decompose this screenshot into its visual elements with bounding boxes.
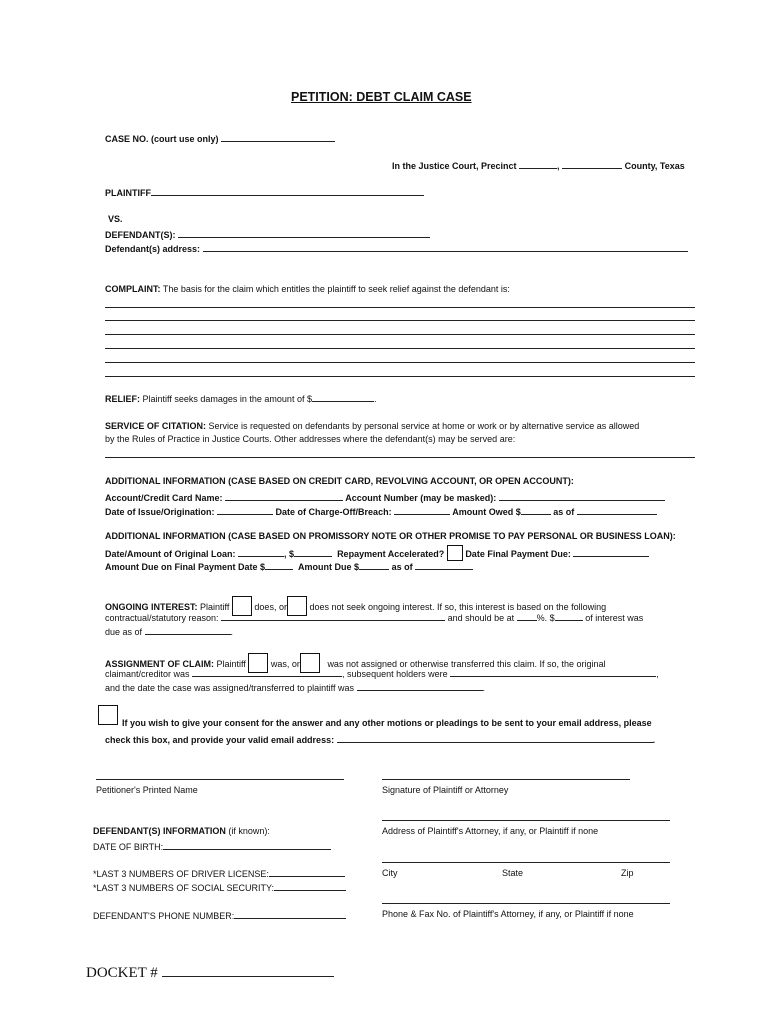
- ssn-row: [93, 881, 346, 894]
- interest-label: ONGOING INTEREST:: [105, 602, 198, 612]
- city-state-zip-line[interactable]: [382, 862, 670, 863]
- dob-field[interactable]: [163, 840, 331, 850]
- assignment-plaintiff-text: Plaintiff: [216, 659, 246, 669]
- defendant-address-label: Defendant(s) address:: [105, 244, 201, 254]
- defendant-field[interactable]: [178, 228, 430, 238]
- account-number-label: Account Number (may be masked):: [345, 493, 497, 503]
- assignment-row-2: claimant/creditor was , subsequent holders were ,: [105, 669, 659, 679]
- chargeoff-label: Date of Charge-Off/Breach:: [275, 507, 392, 517]
- interest-plaintiff-text: Plaintiff: [200, 602, 230, 612]
- final-payment-field[interactable]: [573, 547, 649, 557]
- final-payment-label: Date Final Payment Due:: [465, 549, 571, 559]
- license-label: *LAST 3 NUMBERS OF DRIVER LICENSE:: [93, 869, 269, 879]
- amount-due-label: Amount Due $: [298, 562, 360, 572]
- case-no-field[interactable]: [221, 132, 335, 142]
- complaint-row: [105, 284, 510, 295]
- court-precinct-label: In the Justice Court, Precinct: [392, 161, 517, 171]
- phone-row: [93, 909, 346, 922]
- license-field[interactable]: [269, 867, 345, 877]
- defendant-row: [105, 228, 430, 241]
- dob-label: DATE OF BIRTH:: [93, 842, 164, 852]
- subsequent-holders-label: , subsequent holders were: [342, 669, 448, 679]
- consent-row-2: check this box, and provide your valid email address: .: [105, 735, 656, 745]
- docket-field[interactable]: [162, 963, 334, 977]
- attorney-phone-label: Phone & Fax No. of Plaintiff's Attorney, if any, or Plaintiff if none: [382, 909, 634, 919]
- credit-heading: ADDITIONAL INFORMATION (CASE BASED ON CREDIT CARD, REVOLVING ACCOUNT, OR OPEN ACCOUNT):: [105, 476, 574, 486]
- state-label: State: [502, 868, 524, 878]
- credit-row-1: [105, 491, 665, 504]
- interest-should-be-text: and should be at: [447, 613, 515, 623]
- city-label: City: [382, 868, 398, 878]
- consent-text-2: check this box, and provide your valid email address:: [105, 735, 335, 745]
- loan-amount-field[interactable]: [294, 547, 332, 557]
- date-assigned-field[interactable]: [357, 681, 483, 691]
- license-row: [93, 867, 345, 880]
- service-text-1: Service is requested on defendants by personal service at home or work or by alternative service as allowed: [208, 421, 640, 431]
- claimant-field[interactable]: [192, 667, 342, 677]
- printed-name-line[interactable]: [96, 779, 344, 780]
- ssn-label: *LAST 3 NUMBERS OF SOCIAL SECURITY:: [93, 883, 275, 893]
- plaintiff-row: [105, 186, 424, 199]
- page-title: PETITION: DEBT CLAIM CASE: [291, 90, 472, 104]
- credit-row-2: [105, 505, 657, 518]
- phone-field[interactable]: [234, 909, 346, 919]
- interest-does-or-text: does, or: [254, 602, 287, 612]
- docket-label: DOCKET #: [86, 965, 158, 981]
- service-label: SERVICE OF CITATION:: [105, 421, 207, 431]
- account-name-label: Account/Credit Card Name:: [105, 493, 223, 503]
- chargeoff-field[interactable]: [394, 505, 450, 515]
- credit-as-of-label: as of: [553, 507, 575, 517]
- note-as-of-label: as of: [391, 562, 413, 572]
- amount-due-field[interactable]: [359, 560, 389, 570]
- relief-row: RELIEF: Plaintiff seeks damages in the amount of $ .: [105, 394, 377, 404]
- assignment-label: ASSIGNMENT OF CLAIM:: [105, 659, 214, 669]
- final-amount-due-label: Amount Due on Final Payment Date $: [105, 562, 266, 572]
- if-known-text: (if known):: [228, 826, 270, 836]
- note-heading: ADDITIONAL INFORMATION (CASE BASED ON PROMISSORY NOTE OR OTHER PROMISE TO PAY PERSONAL OR BUSINESS LOAN):: [105, 531, 676, 541]
- interest-pct-text: %. $: [536, 613, 555, 623]
- assignment-not-assigned-text: was not assigned or otherwise transferred this claim. If so, the original: [327, 659, 606, 669]
- complaint-line[interactable]: [105, 334, 695, 335]
- defendant-info-row: [93, 826, 270, 837]
- complaint-line[interactable]: [105, 362, 695, 363]
- service-text-2: by the Rules of Practice in Justice Courts. Other addresses where the defendant(s) may be served are:: [105, 434, 516, 444]
- amount-owed-label: Amount Owed $: [452, 507, 521, 517]
- printed-name-label: Petitioner's Printed Name: [96, 785, 198, 795]
- relief-amount-field[interactable]: [312, 392, 374, 402]
- complaint-line[interactable]: [105, 348, 695, 349]
- complaint-line[interactable]: [105, 376, 695, 377]
- note-row-2: [105, 560, 473, 573]
- final-amount-due-field[interactable]: [265, 560, 293, 570]
- attorney-phone-line[interactable]: [382, 903, 670, 904]
- interest-reason-label: contractual/statutory reason:: [105, 613, 219, 623]
- assignment-row-3: and the date the case was assigned/transferred to plaintiff was .: [105, 683, 486, 693]
- docket-row: [86, 963, 334, 982]
- date-issue-field[interactable]: [217, 505, 273, 515]
- interest-rate-field[interactable]: [517, 611, 537, 621]
- interest-due-label: due as of: [105, 627, 143, 637]
- date-issue-label: Date of Issue/Origination:: [105, 507, 215, 517]
- accelerated-checkbox[interactable]: [447, 545, 463, 561]
- attorney-address-label: Address of Plaintiff's Attorney, if any, or Plaintiff if none: [382, 826, 599, 836]
- email-consent-checkbox[interactable]: [98, 705, 118, 725]
- account-name-field[interactable]: [225, 491, 343, 501]
- service-address-line[interactable]: [105, 457, 695, 458]
- note-row-1: Date/Amount of Original Loan: , $ Repayment Accelerated? Date Final Payment Due:: [105, 545, 649, 561]
- relief-text: Plaintiff seeks damages in the amount of $: [142, 394, 312, 404]
- account-number-field[interactable]: [499, 491, 665, 501]
- dob-row: [93, 840, 331, 853]
- complaint-label: COMPLAINT:: [105, 284, 161, 294]
- loan-date-field[interactable]: [238, 547, 284, 557]
- subsequent-holders-field[interactable]: [450, 667, 656, 677]
- interest-does-not-text: does not seek ongoing interest. If so, this interest is based on the following: [309, 602, 607, 612]
- loan-dollar-label: $: [289, 549, 295, 559]
- interest-reason-field[interactable]: [221, 611, 445, 621]
- court-row: In the Justice Court, Precinct , County, Texas: [392, 161, 685, 171]
- credit-as-of-field[interactable]: [577, 505, 657, 515]
- complaint-line[interactable]: [105, 320, 695, 321]
- precinct-field[interactable]: [519, 159, 557, 169]
- complaint-line[interactable]: [105, 307, 695, 308]
- court-county-label: County, Texas: [624, 161, 685, 171]
- phone-label: DEFENDANT'S PHONE NUMBER:: [93, 911, 235, 921]
- defendant-address-field[interactable]: [203, 242, 688, 252]
- interest-due-field[interactable]: [145, 625, 231, 635]
- complaint-text: The basis for the claim which entitles the plaintiff to seek relief against the defendant is:: [162, 284, 510, 294]
- interest-row-3: due as of .: [105, 627, 234, 637]
- claimant-label: claimant/creditor was: [105, 669, 190, 679]
- loan-date-label: Date/Amount of Original Loan:: [105, 549, 236, 559]
- plaintiff-label: PLAINTIFF: [105, 188, 151, 198]
- interest-of-interest-text: of interest was: [585, 613, 644, 623]
- note-as-of-field[interactable]: [415, 560, 473, 570]
- assignment-was-or-text: was, or: [270, 659, 300, 669]
- email-field[interactable]: [337, 733, 653, 743]
- ssn-field[interactable]: [274, 881, 346, 891]
- defendant-label: DEFENDANT(S):: [105, 230, 176, 240]
- amount-owed-field[interactable]: [521, 505, 551, 515]
- county-field[interactable]: [562, 159, 622, 169]
- signature-line[interactable]: [382, 779, 630, 780]
- interest-row-2: [105, 611, 643, 624]
- case-no-row: [105, 132, 335, 145]
- case-no-label: CASE NO. (court use only): [105, 134, 219, 144]
- service-row: [105, 421, 639, 432]
- date-assigned-label: and the date the case was assigned/transferred to plaintiff was: [105, 683, 354, 693]
- signature-label: Signature of Plaintiff or Attorney: [382, 785, 509, 795]
- attorney-address-line[interactable]: [382, 820, 670, 821]
- relief-label: RELIEF:: [105, 394, 140, 404]
- plaintiff-field[interactable]: [151, 186, 424, 196]
- zip-label: Zip: [621, 868, 634, 878]
- defendant-info-label: DEFENDANT(S) INFORMATION: [93, 826, 226, 836]
- interest-amount-field[interactable]: [555, 611, 583, 621]
- vs-label: VS.: [108, 214, 123, 224]
- accelerated-label: Repayment Accelerated?: [337, 549, 445, 559]
- defendant-address-row: [105, 242, 688, 255]
- consent-text-1: If you wish to give your consent for the answer and any other motions or pleadings to be sent to your email address, please: [122, 718, 652, 728]
